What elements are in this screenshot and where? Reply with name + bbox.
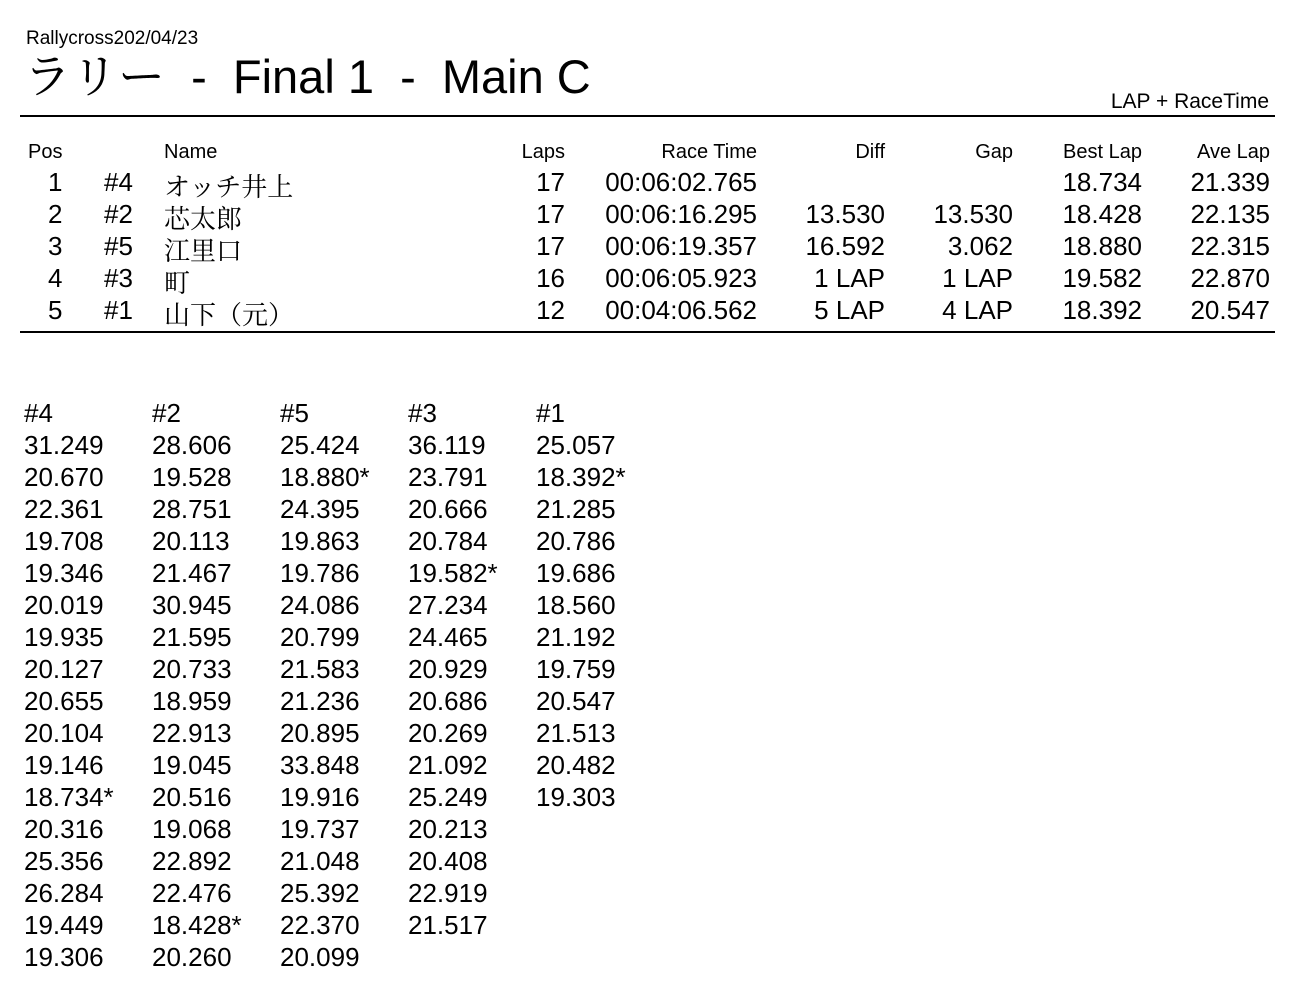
header-name: Name bbox=[164, 141, 218, 163]
lap-time: 19.346 bbox=[24, 558, 104, 588]
result-ave-lap: 22.135 bbox=[1190, 199, 1270, 229]
result-race-time: 00:06:05.923 bbox=[605, 263, 757, 293]
lap-time: 19.045 bbox=[152, 750, 232, 780]
lap-time: 20.686 bbox=[408, 686, 488, 716]
lap-time: 21.048 bbox=[280, 846, 360, 876]
result-race-time: 00:06:16.295 bbox=[605, 199, 757, 229]
result-pos: 3 bbox=[48, 231, 63, 261]
lap-time: 19.582* bbox=[408, 558, 498, 588]
lap-time: 20.547 bbox=[536, 686, 616, 716]
result-diff: 16.592 bbox=[805, 231, 885, 261]
lap-column bbox=[408, 398, 536, 942]
result-best-lap: 18.428 bbox=[1062, 199, 1142, 229]
lap-time: 25.356 bbox=[24, 846, 104, 876]
result-best-lap: 19.582 bbox=[1062, 263, 1142, 293]
lap-time: 21.236 bbox=[280, 686, 360, 716]
lap-time: 22.476 bbox=[152, 878, 232, 908]
lap-time: 21.285 bbox=[536, 494, 616, 524]
result-driver-name: 町 bbox=[164, 268, 191, 298]
result-gap: 4 LAP bbox=[942, 295, 1013, 325]
result-ave-lap: 21.339 bbox=[1190, 167, 1270, 197]
lap-time: 27.234 bbox=[408, 590, 488, 620]
result-ave-lap: 22.870 bbox=[1190, 263, 1270, 293]
lap-time: 18.392* bbox=[536, 462, 626, 492]
lap-column bbox=[152, 398, 280, 974]
lap-time: 36.119 bbox=[408, 430, 486, 460]
lap-time: 19.786 bbox=[280, 558, 360, 588]
header-pos: Pos bbox=[28, 141, 63, 163]
lap-time: 20.482 bbox=[536, 750, 616, 780]
result-car-number: #2 bbox=[104, 199, 133, 229]
result-driver-name: 芯太郎 bbox=[164, 204, 243, 234]
result-pos: 5 bbox=[48, 295, 63, 325]
lap-column-car-number: #5 bbox=[280, 398, 309, 428]
result-gap: 13.530 bbox=[933, 199, 1013, 229]
lap-time: 20.666 bbox=[408, 494, 488, 524]
header-ave-lap: Ave Lap bbox=[1196, 141, 1270, 163]
lap-time: 18.560 bbox=[536, 590, 616, 620]
lap-time: 19.686 bbox=[536, 558, 616, 588]
lap-time: 20.316 bbox=[24, 814, 104, 844]
lap-time: 25.392 bbox=[280, 878, 360, 908]
lap-time: 19.528 bbox=[152, 462, 232, 492]
lap-time: 20.019 bbox=[24, 590, 104, 620]
lap-time: 20.784 bbox=[408, 526, 488, 556]
lap-time: 20.929 bbox=[408, 654, 488, 684]
result-race-time: 00:06:19.357 bbox=[605, 231, 757, 261]
header-gap: Gap bbox=[975, 141, 1013, 163]
lap-time: 22.361 bbox=[24, 494, 104, 524]
result-laps: 12 bbox=[536, 295, 565, 325]
lap-time: 26.284 bbox=[24, 878, 104, 908]
result-best-lap: 18.392 bbox=[1062, 295, 1142, 325]
lap-time: 19.916 bbox=[280, 782, 360, 812]
lap-time: 20.799 bbox=[280, 622, 360, 652]
lap-time: 25.057 bbox=[536, 430, 616, 460]
header-diff: Diff bbox=[855, 141, 885, 163]
lap-column-car-number: #4 bbox=[24, 398, 53, 428]
lap-time: 20.895 bbox=[280, 718, 360, 748]
results-header-row bbox=[20, 141, 1275, 167]
lap-time: 20.786 bbox=[536, 526, 616, 556]
lap-time: 18.734* bbox=[24, 782, 114, 812]
result-pos: 4 bbox=[48, 263, 63, 293]
result-best-lap: 18.880 bbox=[1062, 231, 1142, 261]
lap-time: 25.249 bbox=[408, 782, 488, 812]
lap-time: 19.863 bbox=[280, 526, 360, 556]
lap-time: 21.467 bbox=[152, 558, 232, 588]
lap-time: 22.370 bbox=[280, 910, 360, 940]
event-subtitle: Rallycross202/04/23 bbox=[26, 28, 199, 49]
lap-time: 20.099 bbox=[280, 942, 360, 972]
bottom-divider bbox=[20, 331, 1275, 333]
result-diff: 13.530 bbox=[805, 199, 885, 229]
table-row bbox=[20, 231, 1275, 266]
lap-time: 20.260 bbox=[152, 942, 232, 972]
lap-time: 20.269 bbox=[408, 718, 488, 748]
lap-time: 28.751 bbox=[152, 494, 232, 524]
lap-time: 33.848 bbox=[280, 750, 360, 780]
result-pos: 2 bbox=[48, 199, 63, 229]
lap-time: 20.104 bbox=[24, 718, 104, 748]
lap-time: 20.670 bbox=[24, 462, 104, 492]
lap-column-car-number: #2 bbox=[152, 398, 181, 428]
lap-time: 18.959 bbox=[152, 686, 232, 716]
result-driver-name: オッチ井上 bbox=[164, 172, 294, 202]
result-ave-lap: 22.315 bbox=[1190, 231, 1270, 261]
lap-time: 19.449 bbox=[24, 910, 104, 940]
lap-time: 19.306 bbox=[24, 942, 104, 972]
result-diff: 5 LAP bbox=[814, 295, 885, 325]
header-best-lap: Best Lap bbox=[1063, 141, 1142, 163]
result-laps: 17 bbox=[536, 231, 565, 261]
lap-time: 19.068 bbox=[152, 814, 232, 844]
lap-time: 20.733 bbox=[152, 654, 232, 684]
lap-column bbox=[280, 398, 408, 974]
table-row bbox=[20, 295, 1275, 330]
result-race-time: 00:04:06.562 bbox=[605, 295, 757, 325]
lap-time: 19.708 bbox=[24, 526, 104, 556]
lap-time: 20.127 bbox=[24, 654, 104, 684]
lap-time: 21.092 bbox=[408, 750, 488, 780]
result-car-number: #3 bbox=[104, 263, 133, 293]
lap-time: 22.919 bbox=[408, 878, 488, 908]
lap-time: 19.737 bbox=[280, 814, 360, 844]
lap-time: 20.516 bbox=[152, 782, 232, 812]
table-row bbox=[20, 167, 1275, 202]
results-table bbox=[20, 141, 1275, 330]
result-driver-name: 山下（元） bbox=[164, 300, 295, 330]
lap-column bbox=[24, 398, 152, 974]
lap-time: 21.583 bbox=[280, 654, 360, 684]
lap-time: 31.249 bbox=[24, 430, 104, 460]
result-driver-name: 江里口 bbox=[164, 236, 243, 266]
lap-time: 19.935 bbox=[24, 622, 104, 652]
table-row bbox=[20, 199, 1275, 234]
lap-time: 23.791 bbox=[408, 462, 488, 492]
lap-time: 24.465 bbox=[408, 622, 488, 652]
result-car-number: #1 bbox=[104, 295, 133, 325]
result-pos: 1 bbox=[48, 167, 63, 197]
lap-time: 21.513 bbox=[536, 718, 616, 748]
lap-time: 28.606 bbox=[152, 430, 232, 460]
result-gap: 1 LAP bbox=[942, 263, 1013, 293]
lap-time: 19.759 bbox=[536, 654, 616, 684]
result-diff: 1 LAP bbox=[814, 263, 885, 293]
top-divider bbox=[20, 115, 1275, 117]
lap-time: 20.408 bbox=[408, 846, 488, 876]
lap-column-car-number: #1 bbox=[536, 398, 565, 428]
lap-column bbox=[536, 398, 664, 814]
lap-time: 21.192 bbox=[536, 622, 616, 652]
lap-time: 30.945 bbox=[152, 590, 232, 620]
result-laps: 17 bbox=[536, 199, 565, 229]
mode-label: LAP + RaceTime bbox=[1110, 90, 1269, 113]
result-race-time: 00:06:02.765 bbox=[605, 167, 757, 197]
lap-time: 22.913 bbox=[152, 718, 232, 748]
result-laps: 17 bbox=[536, 167, 565, 197]
lap-time: 20.213 bbox=[408, 814, 488, 844]
result-laps: 16 bbox=[536, 263, 565, 293]
lap-column-car-number: #3 bbox=[408, 398, 437, 428]
result-gap: 3.062 bbox=[947, 231, 1013, 261]
table-row bbox=[20, 263, 1275, 298]
result-car-number: #4 bbox=[104, 167, 133, 197]
header-race-time: Race Time bbox=[661, 141, 757, 163]
lap-time: 18.880* bbox=[280, 462, 370, 492]
result-ave-lap: 20.547 bbox=[1190, 295, 1270, 325]
lap-time: 19.146 bbox=[24, 750, 104, 780]
page-title: ラリー - Final 1 - Main C bbox=[24, 50, 591, 103]
lap-time: 24.086 bbox=[280, 590, 360, 620]
lap-time: 21.595 bbox=[152, 622, 232, 652]
lap-time: 24.395 bbox=[280, 494, 360, 524]
header-laps: Laps bbox=[521, 141, 565, 163]
lap-time: 20.113 bbox=[152, 526, 230, 556]
lap-time: 18.428* bbox=[152, 910, 242, 940]
lap-time: 19.303 bbox=[536, 782, 616, 812]
lap-time: 25.424 bbox=[280, 430, 360, 460]
result-best-lap: 18.734 bbox=[1062, 167, 1142, 197]
lap-time: 21.517 bbox=[408, 910, 488, 940]
result-car-number: #5 bbox=[104, 231, 133, 261]
lap-time: 22.892 bbox=[152, 846, 232, 876]
lap-time: 20.655 bbox=[24, 686, 104, 716]
